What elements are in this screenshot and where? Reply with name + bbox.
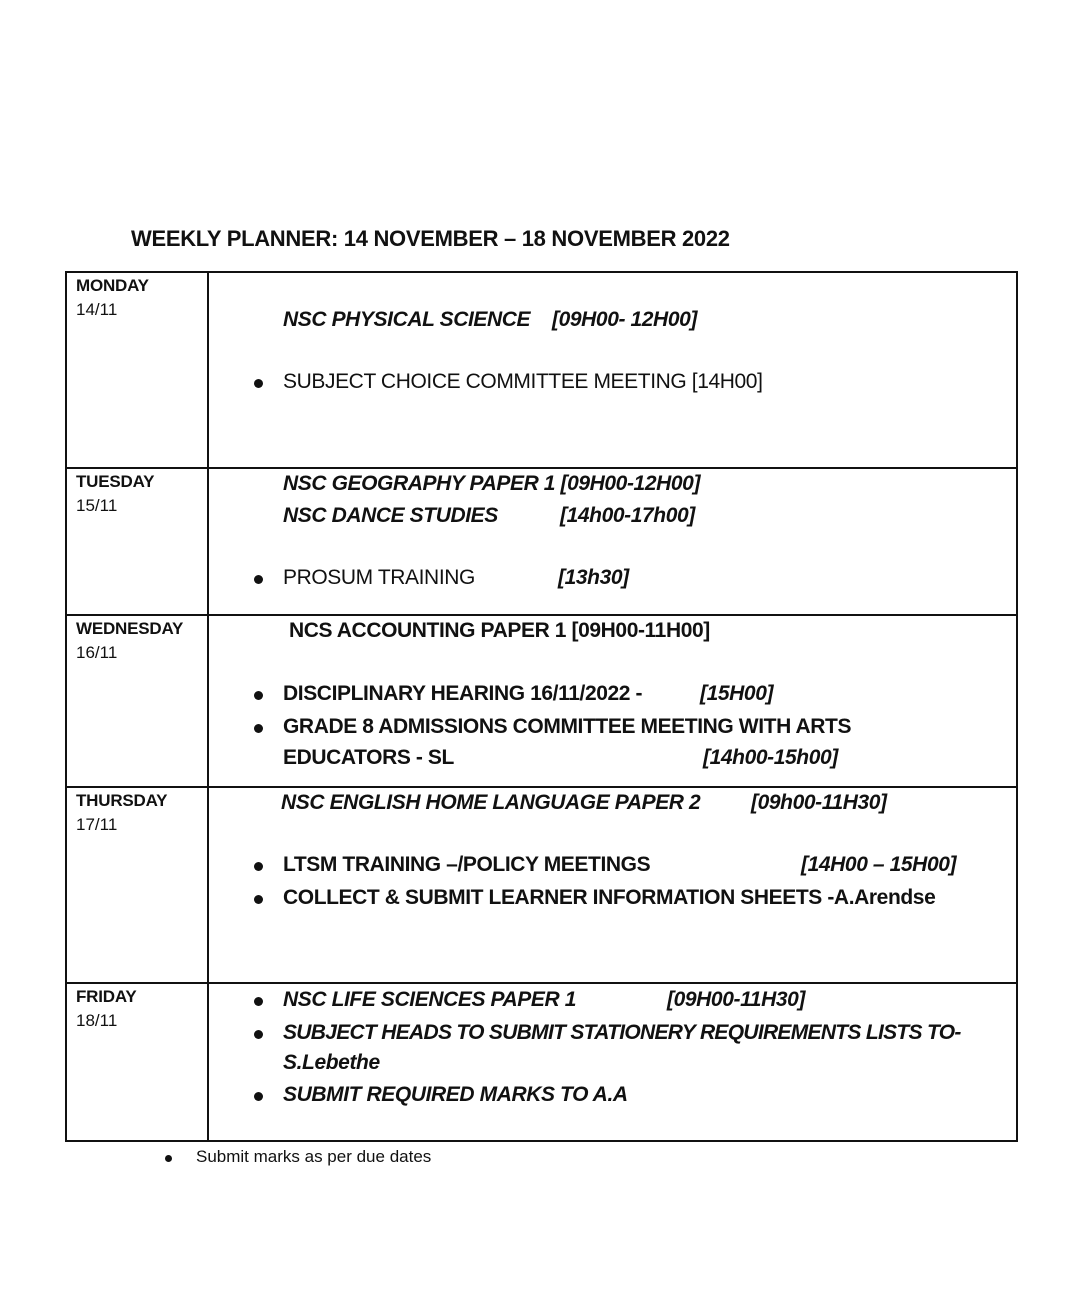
task-time: [09H00-11H30] [667,988,805,1011]
bullet-icon [165,1155,172,1162]
exam-name: NSC ENGLISH HOME LANGUAGE PAPER 2 [281,791,701,814]
exam-time: [09h00-11H30] [751,791,887,814]
row-divider [65,614,1018,616]
day-label-wednesday: WEDNESDAY [76,619,184,638]
day-label-friday: FRIDAY [76,987,137,1006]
task-time: [15H00] [700,682,774,705]
bullet-icon [254,895,263,904]
row-divider [65,467,1018,469]
exam-time: [09H00- 12H00] [552,308,697,331]
task-time: [14h00-15h00] [703,746,838,769]
bullet-icon [254,997,263,1006]
day-date-friday: 18/11 [76,1011,118,1030]
day-label-tuesday: TUESDAY [76,472,155,491]
exam-time: [14h00-17h00] [560,504,695,527]
exam-name: NSC PHYSICAL SCIENCE [283,308,531,331]
task-text: SUBJECT HEADS TO SUBMIT STATIONERY REQUIREMENTS LISTS TO- [283,1021,961,1044]
task-text: LTSM TRAINING –/POLICY MEETINGS [283,853,651,876]
row-divider [65,786,1018,788]
day-label-thursday: THURSDAY [76,791,168,810]
task-text: GRADE 8 ADMISSIONS COMMITTEE MEETING WITH ARTS [283,715,852,738]
task-text-continued: EDUCATORS - SL [283,746,454,769]
bullet-icon [254,379,263,388]
task-text: COLLECT & SUBMIT LEARNER INFORMATION SHEETS -A.Arendse [283,886,936,909]
task-time: [13h30] [558,566,629,589]
exam-name: NCS ACCOUNTING PAPER 1 [09H00-11H00] [289,619,710,642]
day-date-tuesday: 15/11 [76,496,118,515]
task-text: NSC LIFE SCIENCES PAPER 1 [283,988,577,1011]
task-time: [14H00 – 15H00] [801,853,957,876]
bullet-icon [254,724,263,733]
bullet-icon [254,691,263,700]
column-divider [207,271,209,1142]
row-divider [65,982,1018,984]
bullet-icon [254,862,263,871]
task-text: PROSUM TRAINING [283,566,475,589]
bullet-icon [254,575,263,584]
page-title: WEEKLY PLANNER: 14 NOVEMBER – 18 NOVEMBER 2022 [131,226,730,251]
task-text-continued: S.Lebethe [283,1051,380,1074]
day-label-monday: MONDAY [76,276,149,295]
task-text: DISCIPLINARY HEARING 16/11/2022 - [283,682,643,705]
task-text: SUBMIT REQUIRED MARKS TO A.A [283,1083,628,1106]
bullet-icon [254,1092,263,1101]
day-date-thursday: 17/11 [76,815,118,834]
exam-name: NSC GEOGRAPHY PAPER 1 [09H00-12H00] [283,472,701,495]
day-date-monday: 14/11 [76,300,118,319]
task-text: SUBJECT CHOICE COMMITTEE MEETING [14H00] [283,370,763,393]
exam-name: NSC DANCE STUDIES [283,504,498,527]
day-date-wednesday: 16/11 [76,643,118,662]
bullet-icon [254,1030,263,1039]
footnote: Submit marks as per due dates [196,1147,432,1166]
